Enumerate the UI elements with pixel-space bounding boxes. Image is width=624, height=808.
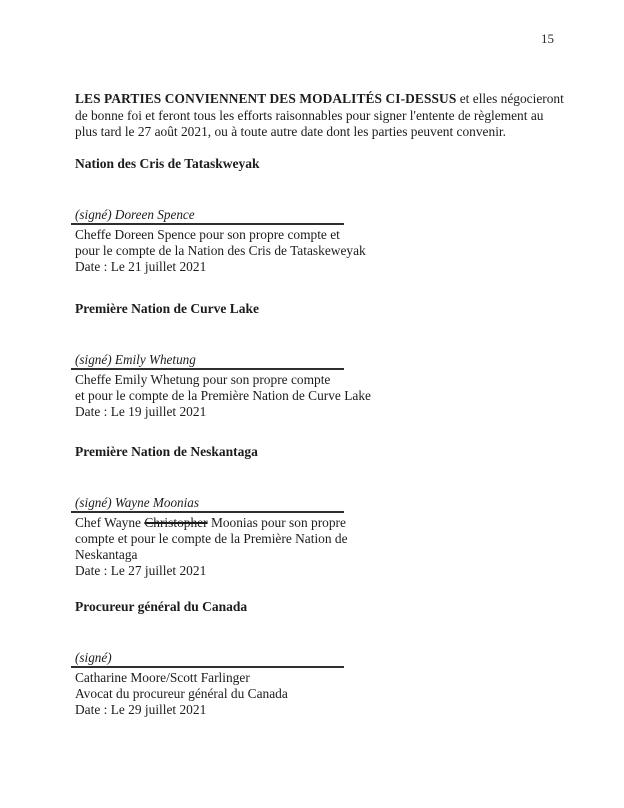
signature-line xyxy=(71,353,344,370)
party-name-heading: Première Nation de Neskantaga xyxy=(75,444,258,459)
signature-block-tataskweyak xyxy=(75,156,515,275)
signatory-line: et pour le compte de la Première Nation de Curve Lake xyxy=(75,388,371,403)
strikethrough-name: Christopher xyxy=(144,515,208,530)
party-name-heading: Nation des Cris de Tataskweyak xyxy=(75,156,260,171)
signature-text: (signé) xyxy=(75,650,112,665)
signature-text: (signé) Wayne Moonias xyxy=(75,495,200,510)
date-line: Date : Le 19 juillet 2021 xyxy=(75,404,207,419)
signature-block-neskantaga xyxy=(75,444,515,579)
signatory-description xyxy=(75,225,515,275)
signature-text: (signé) Emily Whetung xyxy=(75,352,196,367)
signature-text: (signé) Doreen Spence xyxy=(75,207,195,222)
date-line: Date : Le 29 juillet 2021 xyxy=(75,702,207,717)
party-name-heading: Procureur général du Canada xyxy=(75,599,248,614)
signature-block-procureur-general xyxy=(75,599,515,718)
signatory-line xyxy=(75,515,515,531)
intro-bold-leadin: LES PARTIES CONVIENNENT DES MODALITÉS CI-DESSUS xyxy=(75,91,457,107)
signature-block-curve-lake xyxy=(75,301,515,420)
signatory-line: Neskantaga xyxy=(75,547,138,562)
signatory-description xyxy=(75,513,515,579)
signatory-line: compte et pour le compte de la Première Nation de xyxy=(75,531,348,546)
date-line: Date : Le 27 juillet 2021 xyxy=(75,563,207,578)
intro-body-text: et elles négocieront de bonne foi et feront tous les efforts raisonnables pour signer l'entente de règlement au plus tard le 27 août 2021, ou à toute autre date dont les parties peuvent convenir. xyxy=(75,91,564,140)
signatory-line-segment: Chef Wayne xyxy=(75,515,141,530)
signature-line xyxy=(71,651,344,668)
signatory-line: pour le compte de la Nation des Cris de Tataskeweyak xyxy=(75,243,366,258)
signatory-line-segment: Moonias pour son propre xyxy=(210,515,346,530)
party-name-heading: Première Nation de Curve Lake xyxy=(75,301,259,316)
intro-paragraph xyxy=(75,91,567,141)
signatory-line: Cheffe Doreen Spence pour son propre compte et xyxy=(75,227,340,242)
signatory-line: Catharine Moore/Scott Farlinger xyxy=(75,670,250,685)
signatory-description xyxy=(75,668,515,718)
signatory-description xyxy=(75,370,515,420)
signatory-line: Cheffe Emily Whetung pour son propre compte xyxy=(75,372,331,387)
date-line: Date : Le 21 juillet 2021 xyxy=(75,259,207,274)
page-number: 15 xyxy=(541,31,554,46)
signature-line xyxy=(71,496,344,513)
signatory-line: Avocat du procureur général du Canada xyxy=(75,686,288,701)
signature-line xyxy=(71,208,344,225)
